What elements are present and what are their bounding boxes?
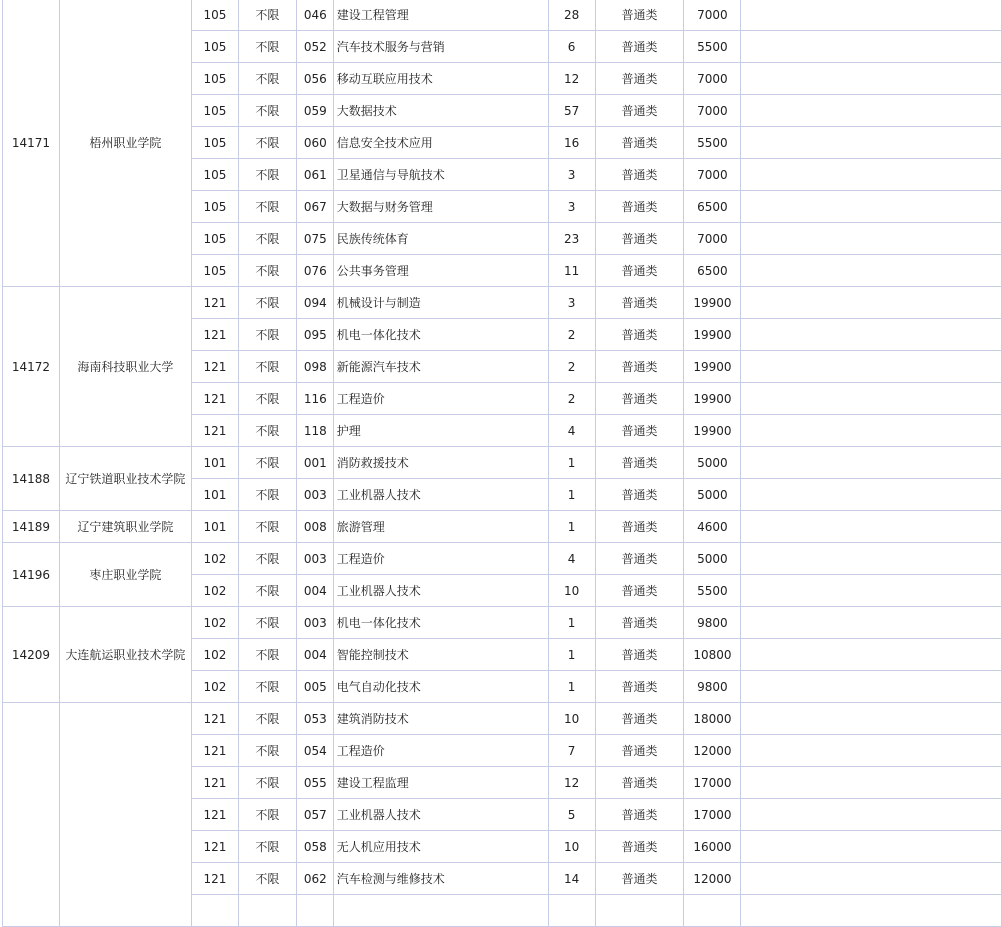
major-code-cell: 116 <box>296 383 333 415</box>
remark-cell <box>741 127 1002 159</box>
major-name-cell: 电气自动化技术 <box>333 671 548 703</box>
subject-requirement-cell: 不限 <box>238 287 296 319</box>
category-cell: 普通类 <box>595 831 684 863</box>
plan-count-cell: 1 <box>548 639 595 671</box>
tuition-fee-cell: 6500 <box>684 191 741 223</box>
subject-requirement-cell: 不限 <box>238 799 296 831</box>
tuition-fee-cell: 7000 <box>684 63 741 95</box>
subject-requirement-cell: 不限 <box>238 319 296 351</box>
remark-cell <box>741 159 1002 191</box>
plan-count-cell: 1 <box>548 511 595 543</box>
major-code-cell: 053 <box>296 703 333 735</box>
plan-count-cell: 3 <box>548 191 595 223</box>
plan-count-cell: 12 <box>548 767 595 799</box>
category-cell: 普通类 <box>595 447 684 479</box>
major-name-cell: 工业机器人技术 <box>333 479 548 511</box>
group-code-cell: 105 <box>191 191 238 223</box>
major-name-cell: 护理 <box>333 415 548 447</box>
subject-requirement-cell: 不限 <box>238 735 296 767</box>
major-name-cell: 机电一体化技术 <box>333 607 548 639</box>
subject-requirement-cell: 不限 <box>238 639 296 671</box>
subject-requirement-cell: 不限 <box>238 95 296 127</box>
category-cell: 普通类 <box>595 255 684 287</box>
major-code-cell: 094 <box>296 287 333 319</box>
group-code-cell: 121 <box>191 831 238 863</box>
category-cell: 普通类 <box>595 671 684 703</box>
remark-cell <box>741 543 1002 575</box>
group-code-cell: 105 <box>191 159 238 191</box>
plan-count-cell: 10 <box>548 575 595 607</box>
institution-code-cell: 14196 <box>3 543 60 607</box>
category-cell: 普通类 <box>595 543 684 575</box>
subject-requirement-cell: 不限 <box>238 767 296 799</box>
subject-requirement-cell: 不限 <box>238 575 296 607</box>
table-row <box>3 287 1002 319</box>
tuition-fee-cell: 19900 <box>684 319 741 351</box>
table-row <box>3 0 1002 31</box>
plan-count-cell: 4 <box>548 415 595 447</box>
institution-name-cell: 海南科技职业大学 <box>59 287 191 447</box>
group-code-cell: 102 <box>191 671 238 703</box>
remark-cell <box>741 863 1002 895</box>
major-code-cell: 067 <box>296 191 333 223</box>
subject-requirement-cell: 不限 <box>238 63 296 95</box>
major-code-cell: 056 <box>296 63 333 95</box>
subject-requirement-cell: 不限 <box>238 511 296 543</box>
category-cell: 普通类 <box>595 351 684 383</box>
institution-code-cell: 14171 <box>3 0 60 287</box>
category-cell: 普通类 <box>595 479 684 511</box>
tuition-fee-cell: 12000 <box>684 863 741 895</box>
remark-cell <box>741 671 1002 703</box>
major-code-cell: 003 <box>296 607 333 639</box>
remark-cell <box>741 95 1002 127</box>
plan-count-cell: 2 <box>548 319 595 351</box>
plan-count-cell: 1 <box>548 479 595 511</box>
category-cell: 普通类 <box>595 575 684 607</box>
major-name-cell: 公共事务管理 <box>333 255 548 287</box>
remark-cell <box>741 31 1002 63</box>
institution-code-cell: 14209 <box>3 607 60 703</box>
subject-requirement-cell: 不限 <box>238 0 296 31</box>
tuition-fee-cell: 17000 <box>684 767 741 799</box>
major-code-cell: 057 <box>296 799 333 831</box>
tuition-fee-cell: 5000 <box>684 447 741 479</box>
institution-code-cell: 14189 <box>3 511 60 543</box>
major-name-cell: 机电一体化技术 <box>333 319 548 351</box>
tuition-fee-cell: 9800 <box>684 607 741 639</box>
group-code-cell: 105 <box>191 95 238 127</box>
plan-count-cell: 4 <box>548 543 595 575</box>
category-cell: 普通类 <box>595 639 684 671</box>
group-code-cell: 102 <box>191 575 238 607</box>
group-code-cell: 121 <box>191 319 238 351</box>
major-name-cell: 机械设计与制造 <box>333 287 548 319</box>
subject-requirement-cell: 不限 <box>238 703 296 735</box>
major-name-cell: 卫星通信与导航技术 <box>333 159 548 191</box>
institution-code-cell: 14172 <box>3 287 60 447</box>
tuition-fee-cell: 4600 <box>684 511 741 543</box>
plan-count-cell: 10 <box>548 703 595 735</box>
plan-count-cell: 12 <box>548 63 595 95</box>
table-row <box>3 511 1002 543</box>
plan-count-cell: 14 <box>548 863 595 895</box>
tuition-fee-cell: 5500 <box>684 575 741 607</box>
major-name-cell: 建设工程管理 <box>333 0 548 31</box>
group-code-cell: 121 <box>191 415 238 447</box>
group-code-cell: 121 <box>191 287 238 319</box>
major-code-cell: 095 <box>296 319 333 351</box>
group-code-cell: 102 <box>191 607 238 639</box>
subject-requirement-cell: 不限 <box>238 671 296 703</box>
remark-cell <box>741 351 1002 383</box>
major-code-cell: 001 <box>296 447 333 479</box>
plan-count-cell: 6 <box>548 31 595 63</box>
admission-plan-table-container <box>2 0 1002 927</box>
major-code-cell: 008 <box>296 511 333 543</box>
group-code-cell: 102 <box>191 543 238 575</box>
admission-plan-table <box>2 0 1002 927</box>
major-code-cell: 118 <box>296 415 333 447</box>
major-code-cell: 062 <box>296 863 333 895</box>
remark-cell <box>741 639 1002 671</box>
plan-count-cell: 1 <box>548 607 595 639</box>
remark-cell <box>741 383 1002 415</box>
tuition-fee-cell: 19900 <box>684 415 741 447</box>
group-code-cell: 121 <box>191 351 238 383</box>
category-cell: 普通类 <box>595 863 684 895</box>
plan-count-cell: 7 <box>548 735 595 767</box>
group-code-cell: 105 <box>191 0 238 31</box>
table-row <box>3 447 1002 479</box>
tuition-fee-cell: 19900 <box>684 287 741 319</box>
group-code-cell: 105 <box>191 223 238 255</box>
plan-count-cell: 3 <box>548 287 595 319</box>
major-name-cell: 信息安全技术应用 <box>333 127 548 159</box>
group-code-cell: 121 <box>191 735 238 767</box>
subject-requirement-cell: 不限 <box>238 447 296 479</box>
remark-cell <box>741 287 1002 319</box>
tuition-fee-cell: 5500 <box>684 127 741 159</box>
category-cell: 普通类 <box>595 63 684 95</box>
subject-requirement-cell: 不限 <box>238 31 296 63</box>
group-code-cell: 102 <box>191 639 238 671</box>
table-body <box>3 0 1002 927</box>
subject-requirement-cell: 不限 <box>238 351 296 383</box>
major-code-cell: 005 <box>296 671 333 703</box>
remark-cell <box>741 607 1002 639</box>
group-code-cell: 105 <box>191 31 238 63</box>
major-name-cell: 民族传统体育 <box>333 223 548 255</box>
major-code-cell: 046 <box>296 0 333 31</box>
major-name-cell: 工程造价 <box>333 543 548 575</box>
remark-cell <box>741 767 1002 799</box>
group-code-cell: 101 <box>191 511 238 543</box>
subject-requirement-cell: 不限 <box>238 607 296 639</box>
tuition-fee-cell: 10800 <box>684 639 741 671</box>
category-cell: 普通类 <box>595 607 684 639</box>
category-cell: 普通类 <box>595 319 684 351</box>
category-cell: 普通类 <box>595 383 684 415</box>
major-name-cell <box>333 895 548 927</box>
category-cell <box>595 895 684 927</box>
plan-count-cell: 1 <box>548 447 595 479</box>
tuition-fee-cell: 7000 <box>684 95 741 127</box>
institution-name-cell <box>59 703 191 927</box>
institution-name-cell: 大连航运职业技术学院 <box>59 607 191 703</box>
category-cell: 普通类 <box>595 191 684 223</box>
remark-cell <box>741 895 1002 927</box>
tuition-fee-cell: 19900 <box>684 383 741 415</box>
major-code-cell: 075 <box>296 223 333 255</box>
plan-count-cell: 5 <box>548 799 595 831</box>
category-cell: 普通类 <box>595 799 684 831</box>
plan-count-cell: 11 <box>548 255 595 287</box>
remark-cell <box>741 415 1002 447</box>
remark-cell <box>741 511 1002 543</box>
subject-requirement-cell: 不限 <box>238 255 296 287</box>
major-code-cell: 076 <box>296 255 333 287</box>
group-code-cell: 101 <box>191 447 238 479</box>
remark-cell <box>741 799 1002 831</box>
tuition-fee-cell: 5000 <box>684 479 741 511</box>
subject-requirement-cell: 不限 <box>238 159 296 191</box>
major-code-cell: 055 <box>296 767 333 799</box>
category-cell: 普通类 <box>595 0 684 31</box>
major-code-cell: 004 <box>296 575 333 607</box>
major-name-cell: 工程造价 <box>333 735 548 767</box>
major-code-cell: 054 <box>296 735 333 767</box>
institution-name-cell: 梧州职业学院 <box>59 0 191 287</box>
subject-requirement-cell: 不限 <box>238 191 296 223</box>
institution-name-cell: 辽宁建筑职业学院 <box>59 511 191 543</box>
major-name-cell: 建筑消防技术 <box>333 703 548 735</box>
category-cell: 普通类 <box>595 703 684 735</box>
major-name-cell: 旅游管理 <box>333 511 548 543</box>
remark-cell <box>741 191 1002 223</box>
plan-count-cell: 16 <box>548 127 595 159</box>
remark-cell <box>741 319 1002 351</box>
tuition-fee-cell: 17000 <box>684 799 741 831</box>
remark-cell <box>741 63 1002 95</box>
plan-count-cell: 23 <box>548 223 595 255</box>
remark-cell <box>741 0 1002 31</box>
tuition-fee-cell: 5000 <box>684 543 741 575</box>
tuition-fee-cell <box>684 895 741 927</box>
group-code-cell: 121 <box>191 799 238 831</box>
tuition-fee-cell: 16000 <box>684 831 741 863</box>
major-code-cell: 098 <box>296 351 333 383</box>
group-code-cell: 105 <box>191 127 238 159</box>
group-code-cell: 105 <box>191 63 238 95</box>
institution-code-cell <box>3 703 60 927</box>
remark-cell <box>741 223 1002 255</box>
remark-cell <box>741 831 1002 863</box>
group-code-cell: 105 <box>191 255 238 287</box>
category-cell: 普通类 <box>595 511 684 543</box>
category-cell: 普通类 <box>595 767 684 799</box>
major-name-cell: 新能源汽车技术 <box>333 351 548 383</box>
subject-requirement-cell: 不限 <box>238 831 296 863</box>
remark-cell <box>741 735 1002 767</box>
subject-requirement-cell: 不限 <box>238 127 296 159</box>
tuition-fee-cell: 7000 <box>684 0 741 31</box>
major-name-cell: 工程造价 <box>333 383 548 415</box>
plan-count-cell <box>548 895 595 927</box>
table-row <box>3 703 1002 735</box>
category-cell: 普通类 <box>595 159 684 191</box>
category-cell: 普通类 <box>595 223 684 255</box>
remark-cell <box>741 575 1002 607</box>
major-name-cell: 移动互联应用技术 <box>333 63 548 95</box>
major-name-cell: 汽车技术服务与营销 <box>333 31 548 63</box>
major-code-cell: 061 <box>296 159 333 191</box>
institution-name-cell: 辽宁铁道职业技术学院 <box>59 447 191 511</box>
tuition-fee-cell: 9800 <box>684 671 741 703</box>
major-code-cell: 004 <box>296 639 333 671</box>
major-name-cell: 工业机器人技术 <box>333 799 548 831</box>
major-code-cell: 052 <box>296 31 333 63</box>
remark-cell <box>741 447 1002 479</box>
group-code-cell: 121 <box>191 767 238 799</box>
subject-requirement-cell: 不限 <box>238 415 296 447</box>
major-name-cell: 建设工程监理 <box>333 767 548 799</box>
plan-count-cell: 1 <box>548 671 595 703</box>
institution-code-cell: 14188 <box>3 447 60 511</box>
subject-requirement-cell: 不限 <box>238 383 296 415</box>
category-cell: 普通类 <box>595 735 684 767</box>
major-name-cell: 工业机器人技术 <box>333 575 548 607</box>
major-name-cell: 智能控制技术 <box>333 639 548 671</box>
category-cell: 普通类 <box>595 415 684 447</box>
major-name-cell: 大数据技术 <box>333 95 548 127</box>
tuition-fee-cell: 19900 <box>684 351 741 383</box>
subject-requirement-cell: 不限 <box>238 479 296 511</box>
plan-count-cell: 57 <box>548 95 595 127</box>
major-name-cell: 汽车检测与维修技术 <box>333 863 548 895</box>
group-code-cell: 121 <box>191 383 238 415</box>
table-row <box>3 543 1002 575</box>
institution-name-cell: 枣庄职业学院 <box>59 543 191 607</box>
remark-cell <box>741 479 1002 511</box>
remark-cell <box>741 255 1002 287</box>
group-code-cell <box>191 895 238 927</box>
subject-requirement-cell: 不限 <box>238 223 296 255</box>
tuition-fee-cell: 12000 <box>684 735 741 767</box>
plan-count-cell: 2 <box>548 383 595 415</box>
category-cell: 普通类 <box>595 127 684 159</box>
plan-count-cell: 2 <box>548 351 595 383</box>
plan-count-cell: 3 <box>548 159 595 191</box>
major-name-cell: 无人机应用技术 <box>333 831 548 863</box>
plan-count-cell: 28 <box>548 0 595 31</box>
tuition-fee-cell: 7000 <box>684 223 741 255</box>
major-code-cell: 060 <box>296 127 333 159</box>
remark-cell <box>741 703 1002 735</box>
group-code-cell: 121 <box>191 863 238 895</box>
major-code-cell <box>296 895 333 927</box>
category-cell: 普通类 <box>595 95 684 127</box>
group-code-cell: 121 <box>191 703 238 735</box>
plan-count-cell: 10 <box>548 831 595 863</box>
tuition-fee-cell: 18000 <box>684 703 741 735</box>
major-code-cell: 003 <box>296 479 333 511</box>
subject-requirement-cell: 不限 <box>238 863 296 895</box>
tuition-fee-cell: 5500 <box>684 31 741 63</box>
major-code-cell: 003 <box>296 543 333 575</box>
major-code-cell: 058 <box>296 831 333 863</box>
subject-requirement-cell: 不限 <box>238 543 296 575</box>
major-code-cell: 059 <box>296 95 333 127</box>
major-name-cell: 大数据与财务管理 <box>333 191 548 223</box>
major-name-cell: 消防救援技术 <box>333 447 548 479</box>
tuition-fee-cell: 7000 <box>684 159 741 191</box>
category-cell: 普通类 <box>595 31 684 63</box>
group-code-cell: 101 <box>191 479 238 511</box>
tuition-fee-cell: 6500 <box>684 255 741 287</box>
subject-requirement-cell <box>238 895 296 927</box>
category-cell: 普通类 <box>595 287 684 319</box>
table-row <box>3 607 1002 639</box>
